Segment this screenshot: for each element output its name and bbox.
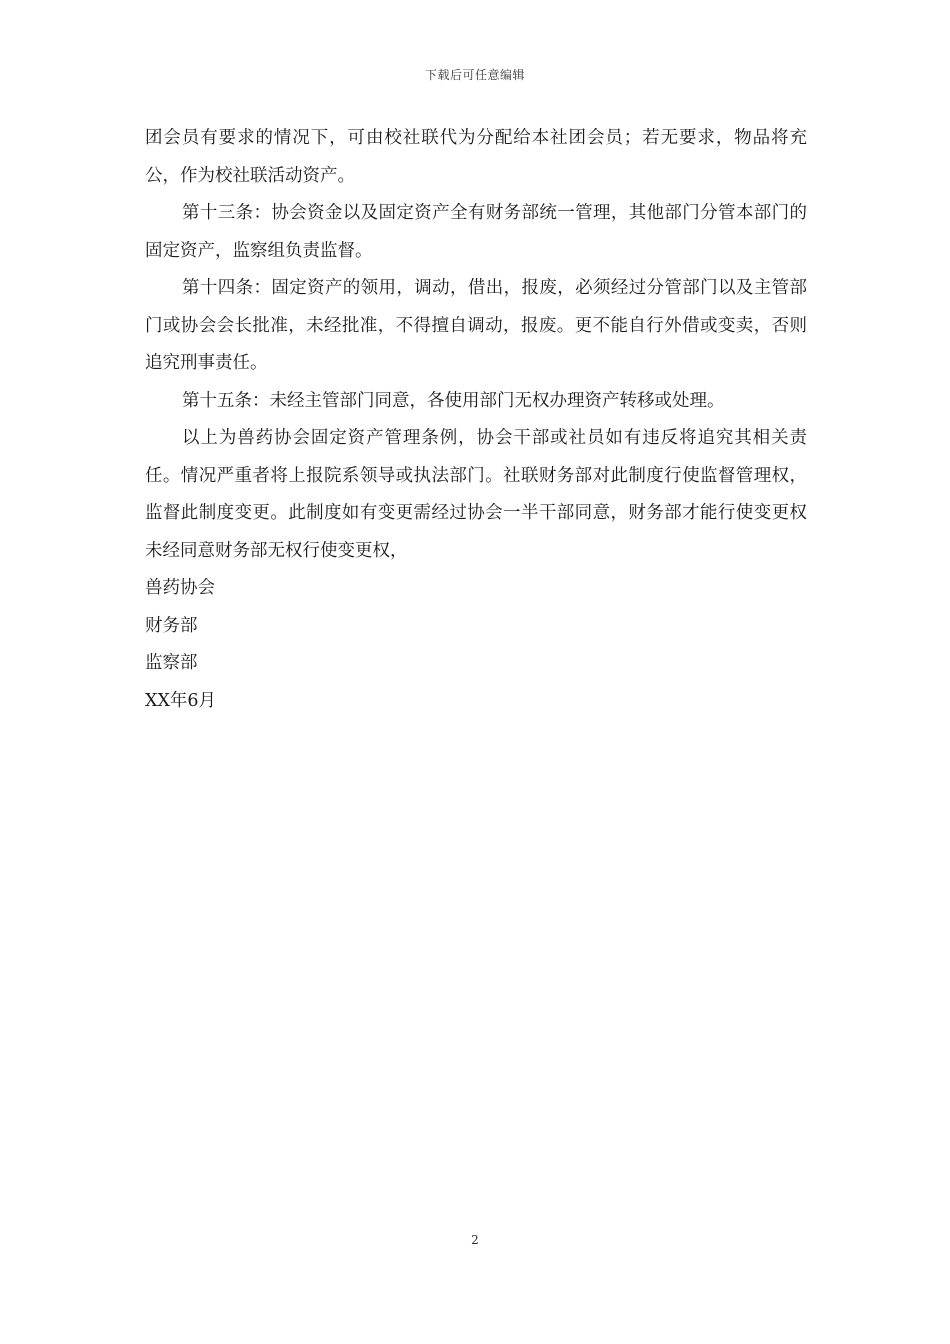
signature-date: XX年6月 <box>145 690 217 711</box>
signature-org: 兽药协会 <box>145 578 215 598</box>
paragraph-continuation: 团会员有要求的情况下，可由校社联代为分配给本社团会员；若无要求，物品将充公，作为校社联活动资产。 <box>145 128 807 186</box>
paragraph-article-14: 第十四条：固定资产的领用，调动，借出，报废，必须经过分管部门以及主管部门或协会会长批准，未经批准，不得擅自调动，报废。更不能自行外借或变卖，否则追究刑事责任。 <box>145 278 807 373</box>
signature-dept-supervision: 监察部 <box>145 653 198 673</box>
page-number: 2 <box>471 1233 479 1247</box>
paragraph-article-15: 第十五条：未经主管部门同意，各使用部门无权办理资产转移或处理。 <box>182 390 725 411</box>
header-note: 下载后可任意编辑 <box>424 68 525 82</box>
paragraph-article-13: 第十三条：协会资金以及固定资产全有财务部统一管理，其他部门分管本部门的固定资产，监察组负责监督。 <box>145 203 807 261</box>
document-body <box>145 120 807 720</box>
signature-dept-finance: 财务部 <box>145 615 198 636</box>
paragraph-summary: 以上为兽药协会固定资产管理条例，协会干部或社员如有违反将追究其相关责任。情况严重者将上报院系领导或执法部门。社联财务部对此制度行使监督管理权，监督此制度变更。此制度如有变更需经过协会一半干部同意，财务部才能行使变更权未经同意财务部无权行使变更权， <box>145 428 807 561</box>
